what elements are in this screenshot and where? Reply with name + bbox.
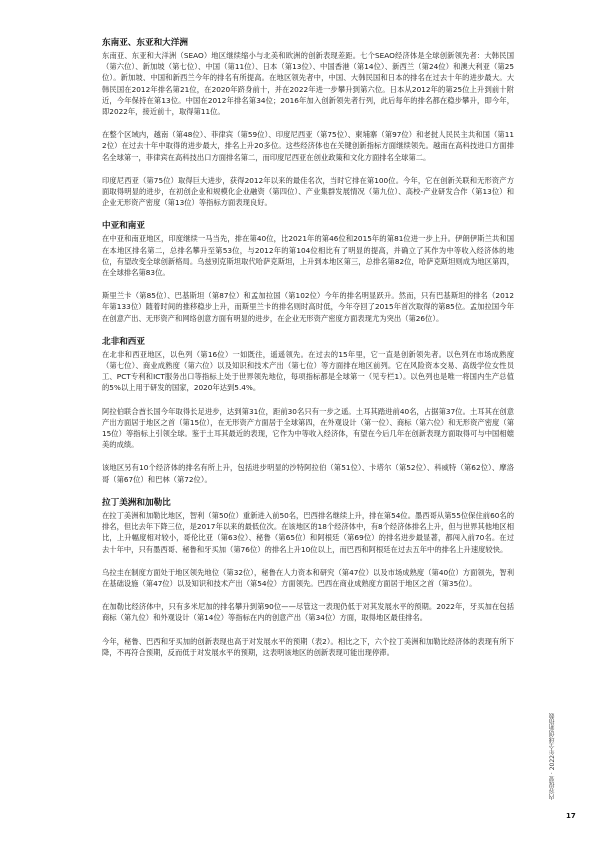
running-header: 内容提要 · 2022年全球创新指数 bbox=[549, 713, 556, 800]
paragraph: 在中亚和南亚地区，印度继续一马当先，排在第40位，比2021年的第46位和2015年的第81位进一步上升。伊朗伊斯兰共和国在本地区排名第二，总排名攀升至第53位，与2012年的第104位相比有了明显的提高，并确立了其作为中等收入经济体的地位，有望改变全球创新格局。乌兹别克斯坦取代哈萨克斯坦，上升到本地区第三，总排名第82位，哈萨克斯坦则成为地区第四，在全球排名第83位。 bbox=[102, 234, 514, 278]
paragraph: 在加勒比经济体中，只有多米尼加的排名攀升到第90位——尽管这一表现仍低于对其发展水平的预期。2022年，牙买加在包括商标（第九位）和外观设计（第14位）等指标在内的创意产出（第34位）方面，取得地区最佳排名。 bbox=[102, 602, 514, 623]
paragraph: 印度尼西亚（第75位）取得巨大进步，获得2012年以来的最佳名次，当时它排在第100位。今年，它在创新关联和无形资产方面取得明显的进步，在初创企业和规模化企业融资（第四位）、产业集群发展情况（第九位）、高校-产业研发合作（第13位）和企业无形资产密度（第13位）等指标方面表现良好。 bbox=[102, 175, 514, 208]
paragraph: 在整个区域内，越南（第48位）、菲律宾（第59位）、印度尼西亚（第75位）、柬埔寨（第97位）和老挝人民民主共和国（第112位）在过去十年中取得的进步最大，排名上升20多位。这些经济体也在关键创新指标方面继续领先。越南在高科技进口方面排名全球第一，菲律宾在高科技出口方面排名第二，而印度尼西亚在创业政策和文化方面排名全球第二。 bbox=[102, 130, 514, 162]
page-number: 17 bbox=[566, 812, 576, 820]
paragraph: 乌拉圭在制度方面处于地区领先地位（第32位），秘鲁在人力资本和研究（第47位）以及市场成熟度（第40位）方面领先，智利在基础设施（第47位）以及知识和技术产出（第54位）方面领先。巴西在商业成熟度方面居于地区之首（第35位）。 bbox=[102, 567, 514, 588]
section-latin-america-caribbean bbox=[102, 497, 514, 658]
section-heading: 拉丁美洲和加勒比 bbox=[102, 497, 171, 508]
section-central-south-asia bbox=[102, 220, 514, 323]
section-heading: 中亚和南亚 bbox=[102, 221, 145, 232]
paragraph: 在拉丁美洲和加勒比地区，智利（第50位）重新进入前50名，巴西排名继续上升，排在第54位。墨西哥从第55位保住前60名的排名，但比去年下降三位，是2017年以来的最低位次。在该地区的18个经济体中，有8个经济体排名上升，但与世界其他地区相比，上升幅度相对较小，哥伦比亚（第63位）、秘鲁（第65位）和阿根廷（第69位）的排名进步最显著，都闯入前70名。在过去十年中，只有墨西哥、秘鲁和牙买加（第76位）的排名上升10位以上，而巴西和阿根廷在过去五年中的排名上升速度较快。 bbox=[102, 510, 514, 554]
section-heading: 北非和西亚 bbox=[102, 336, 145, 347]
paragraph: 斯里兰卡（第85位）、巴基斯坦（第87位）和孟加拉国（第102位）今年的排名明显跃升。然而，只有巴基斯坦的排名（2012年第133位）随着时间的推移稳步上升，而斯里兰卡的排名则时高时低，今年夺回了2015年首次取得的第85位。孟加拉国今年在创意产出、无形资产和网络创意方面有明显的进步，在企业无形资产密度方面表现尤为突出（第26位）。 bbox=[102, 291, 514, 323]
paragraph: 在北非和西亚地区，以色列（第16位）一如既往，遥遥领先。在过去的15年里，它一直是创新领先者。以色列在市场成熟度（第七位）、商业成熟度（第六位）以及知识和技术产出（第七位）等方面排在地区前列。它在风险资本交易、高级学位女性员工、PCT专利和ICT服务出口等指标上处于世界领先地位，每项指标都是全球第一（见专栏1）。以色列也是唯一将国内生产总值的5%以上用于研发的国家，2020年达到5.4%。 bbox=[102, 349, 514, 393]
paragraph: 该地区另有10个经济体的排名有所上升，包括进步明显的沙特阿拉伯（第51位）、卡塔尔（第52位）、科威特（第62位）、摩洛哥（第67位）和巴林（第72位）。 bbox=[102, 463, 514, 484]
paragraph: 今年，秘鲁、巴西和牙买加的创新表现也高于对发展水平的预期（表2）。相比之下，六个拉丁美洲和加勒比经济体的表现有所下降，不再符合预期，反而低于对发展水平的预期，这表明该地区的创新表现可能出现停滞。 bbox=[102, 636, 514, 657]
paragraph: 阿拉伯联合酋长国今年取得长足进步，达到第31位，距前30名只有一步之遥。土耳其踏进前40名，占据第37位。土耳其在创意产出方面居于地区之首（第15位），在无形资产方面居于全球第四，在外观设计（第一位）、商标（第六位）和无形资产密度（第15位）等指标上引领全球。鉴于土耳其最近的表现，它作为中等收入经济体，有望在今后几年在创新表现方面取得可与中国相媲美的成绩。 bbox=[102, 406, 514, 450]
main-content bbox=[102, 37, 514, 670]
paragraph: 东南亚、东亚和大洋洲（SEAO）地区继续缩小与北美和欧洲的创新表现差距。七个SEAO经济体是全球创新领先者：大韩民国（第六位）、新加坡（第七位）、中国（第11位）、日本（第13位）、中国香港（第14位）、新西兰（第24位）和澳大利亚（第25位）。新加坡、中国和新西兰今年的排名有所提高。在地区领先者中，中国、大韩民国和日本的排名在过去十年的进步最大。大韩民国在2012年排名第21位，在2020年跻身前十，并在2022年进一步攀升到第六位。日本从2012年的第25位上升到前十附近，今年保持在第13位。中国在2012年排名第34位；2016年加入创新领先者行列，此后每年的排名都在稳步攀升，即今年，即2022年，接近前十，取得第11位。 bbox=[102, 51, 514, 117]
section-north-africa-west-asia bbox=[102, 336, 514, 485]
section-seao bbox=[102, 37, 514, 208]
section-heading: 东南亚、东亚和大洋洲 bbox=[102, 38, 188, 48]
